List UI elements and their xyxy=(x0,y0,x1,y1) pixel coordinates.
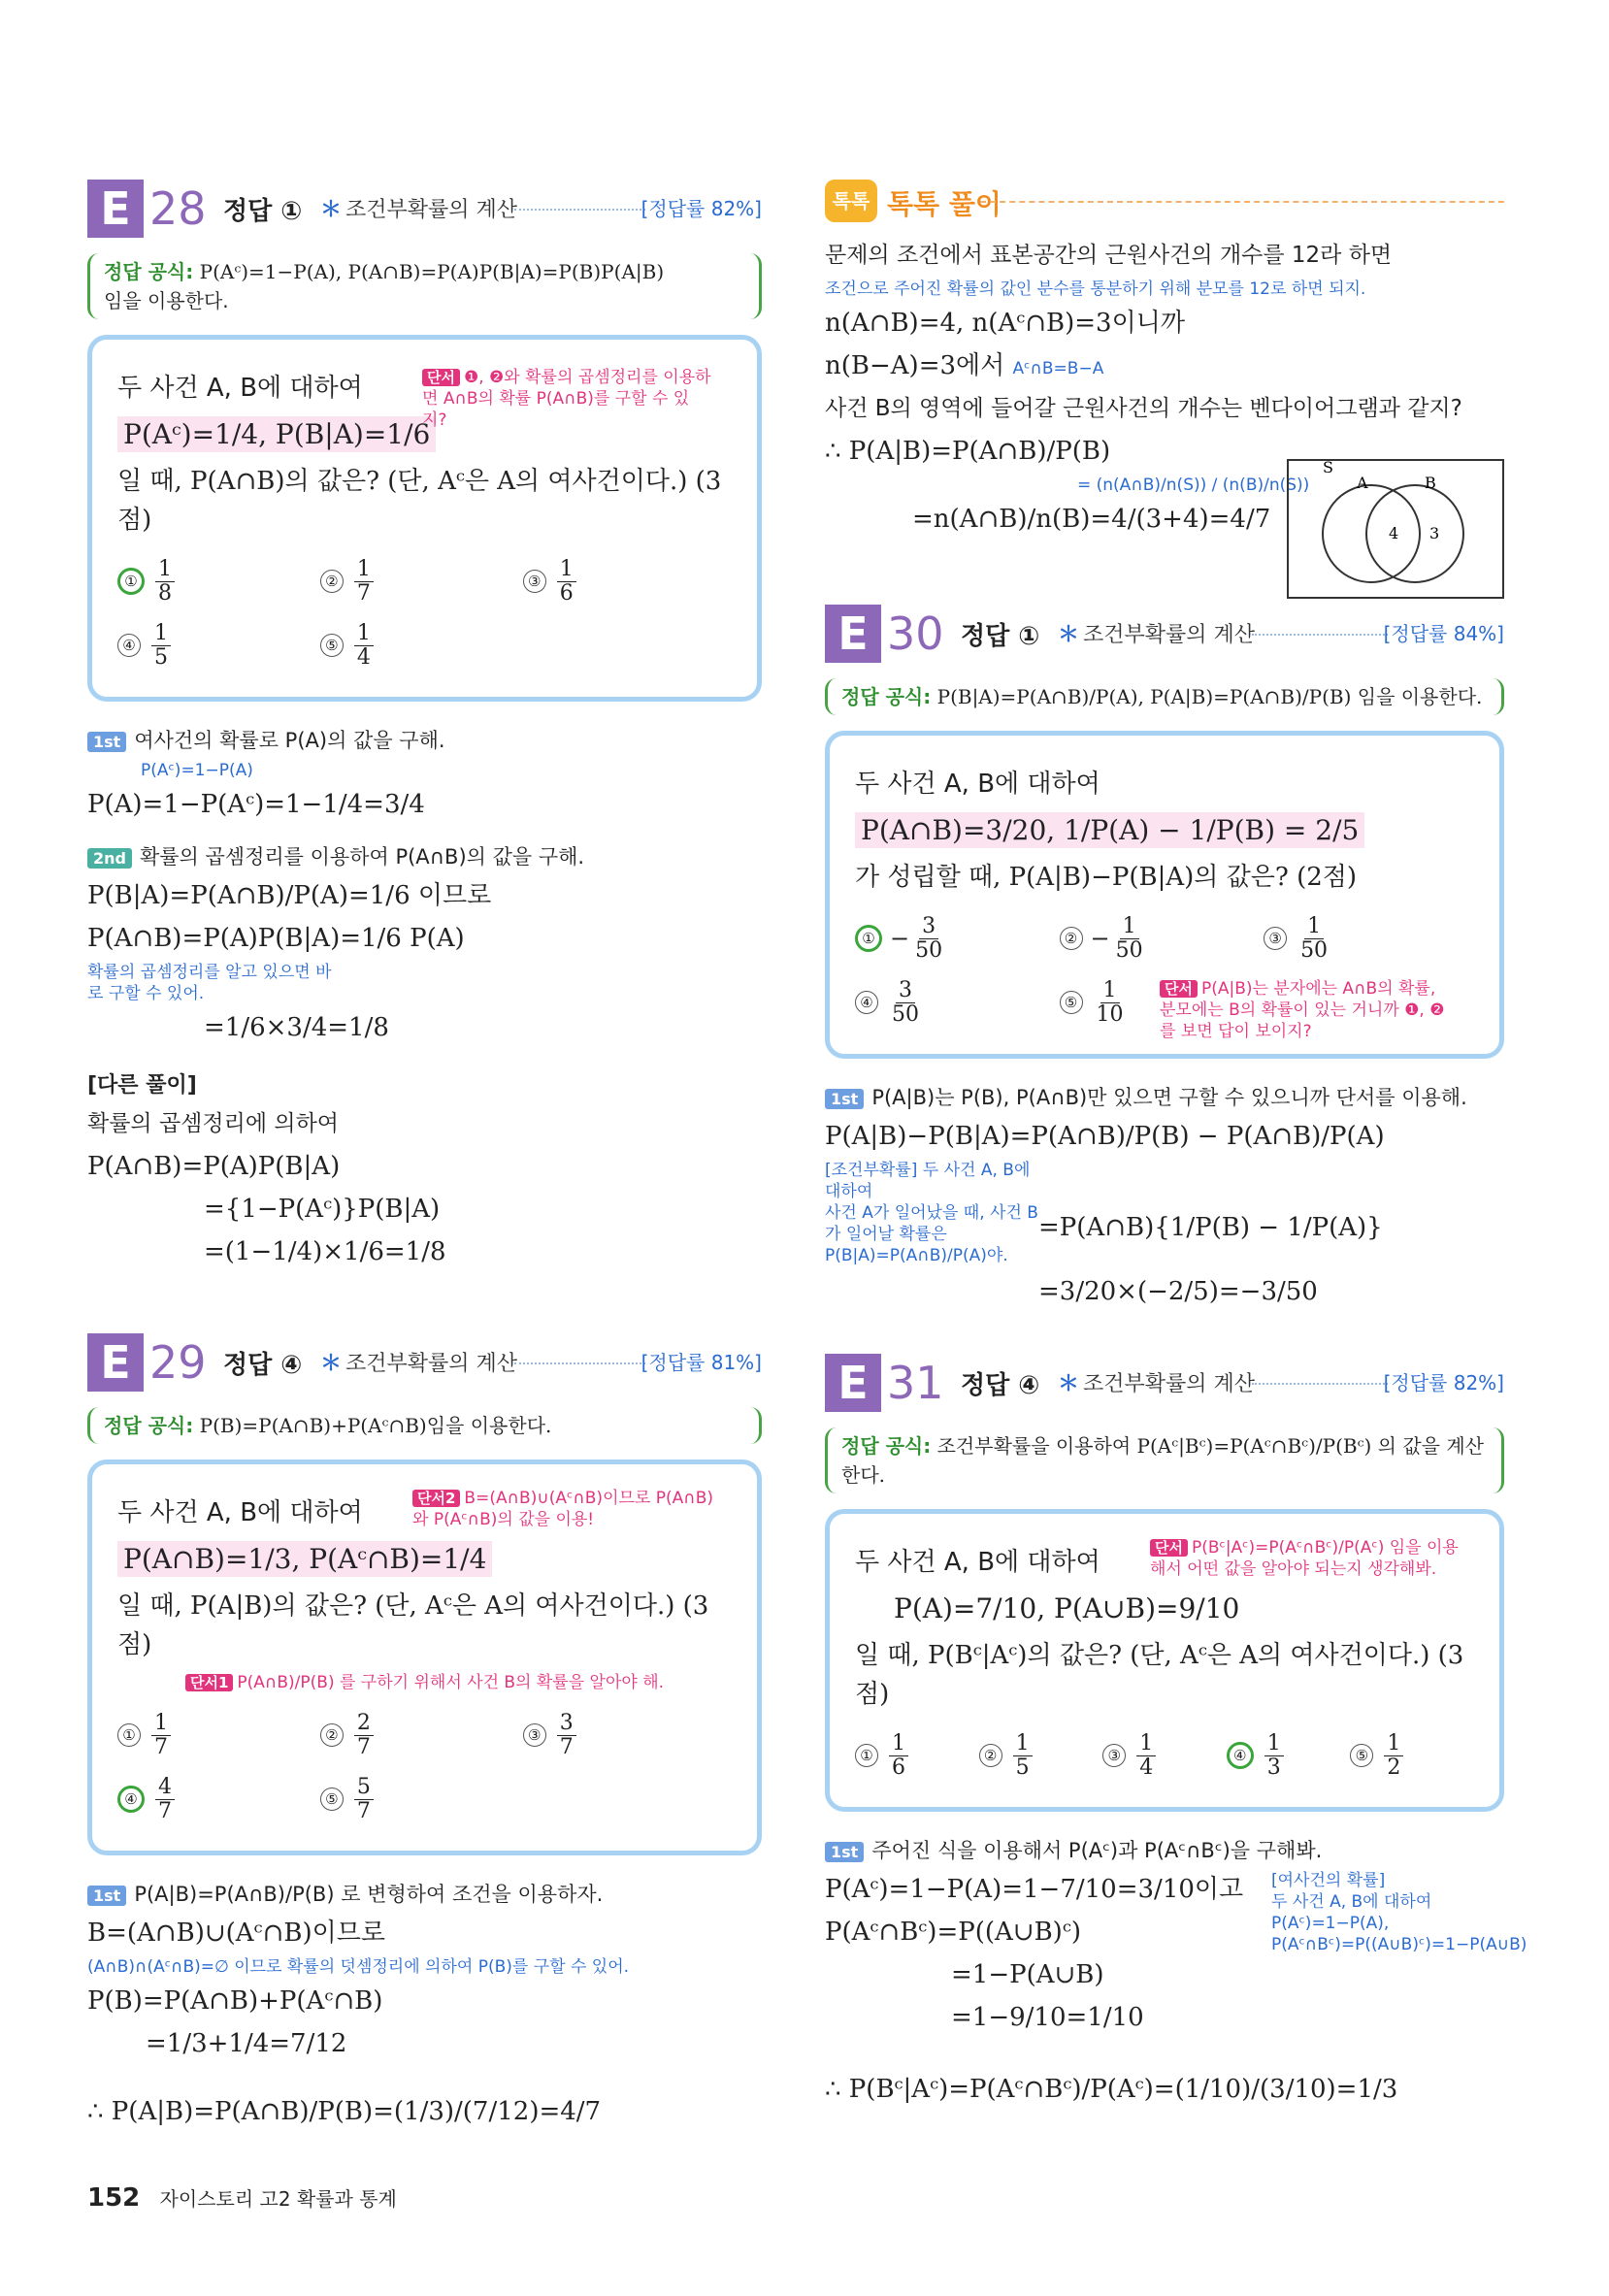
choice-1[interactable]: ① − $\frac{3}{50}$ xyxy=(855,906,1060,970)
e28-step1-note: P(Aᶜ)=1−P(A) xyxy=(141,761,253,780)
e29-rate: [정답률 81%] xyxy=(640,1351,762,1374)
e29-work1: B=(A∩B)∪(Aᶜ∩B)이므로 xyxy=(87,1919,385,1948)
e29-work2: P(B)=P(A∩B)+P(Aᶜ∩B) xyxy=(87,1986,383,2016)
e29-hint1: 단서1 P(A∩B)/P(B) 를 구하기 위해서 사건 B의 확률을 알아야 해. xyxy=(117,1672,732,1693)
tt-line5-note: = (n(A∩B)/n(S)) / (n(B)/n(S)) xyxy=(1077,476,1310,495)
e30-hint: 단서 P(A|B)는 분자에는 A∩B의 확률, 분모에는 B의 확률이 있는 거니까 ❶, ❷를 보면 답이 보이지? xyxy=(1160,979,1445,1041)
e28-choices xyxy=(117,549,732,677)
venn-a-label: A xyxy=(1357,474,1368,492)
e31-badge xyxy=(825,1354,951,1412)
e30-q-cond: P(A∩B)=3/20, 1/P(A) − 1/P(B) = 2/5 xyxy=(855,811,1474,850)
e29-q-ask: 일 때, P(A|B)의 값은? (단, Aᶜ은 A의 여사건이다.) (3점) xyxy=(117,1591,709,1659)
e31-step1: 1st 주어진 식을 이용해서 P(Aᶜ)과 P(Aᶜ∩Bᶜ)을 구해봐. xyxy=(825,1835,1504,1864)
e28-header xyxy=(87,180,762,247)
e28-q-ask: 일 때, P(A∩B)의 값은? (단, Aᶜ은 A의 여사건이다.) (3점) xyxy=(117,467,722,535)
e29-formula: 정답 공식: P(B)=P(A∩B)+P(Aᶜ∩B)임을 이용한다. xyxy=(87,1407,762,1444)
venn-s-label: S xyxy=(1323,461,1333,476)
choice-5[interactable]: ⑤ $\frac{1}{10}$ xyxy=(1060,970,1264,1034)
choice-3[interactable]: ③ $\frac{3}{7}$ xyxy=(523,1703,726,1767)
choice-1[interactable]: ① $\frac{1}{6}$ xyxy=(855,1723,979,1788)
e28-question-box xyxy=(87,335,762,702)
tt-line1: 문제의 조건에서 표본공간의 근원사건의 개수를 12라 하면 xyxy=(825,243,1393,268)
e31-q-ask: 일 때, P(Bᶜ|Aᶜ)의 값은? (단, Aᶜ은 A의 여사건이다.) (3점) xyxy=(855,1641,1464,1709)
e29-work3: =1/3+1/4=7/12 xyxy=(146,2029,347,2058)
e31-work-area xyxy=(825,1870,1527,2109)
e31-q-intro: 두 사건 A, B에 대하여 xyxy=(855,1548,1100,1577)
tt-icon: 톡톡 xyxy=(825,180,877,222)
choice-4[interactable]: ④ $\frac{3}{50}$ xyxy=(855,970,1060,1034)
e30-formula: 정답 공식: P(B|A)=P(A∩B)/P(A), P(A|B)=P(A∩B)/P(B) 임을 이용한다. xyxy=(825,678,1504,715)
star-icon: ＊ xyxy=(1058,623,1080,647)
e29-topic: ＊ 조건부확률의 계산 xyxy=(320,1352,518,1376)
e29-letter: E xyxy=(87,1333,144,1392)
tt-line5: ∴ P(A|B)=P(A∩B)/P(B) xyxy=(825,437,1111,466)
e31-letter: E xyxy=(825,1354,881,1412)
venn-ab-count: 4 xyxy=(1389,524,1399,542)
e28-other-line2: P(A∩B)=P(A)P(B|A) xyxy=(87,1152,341,1181)
e31-work4: =1−9/10=1/10 xyxy=(951,2003,1144,2032)
e28-step2-note: 확률의 곱셈정리를 알고 있으면 바로 구할 수 있어. xyxy=(87,963,332,1003)
e31-work1: P(Aᶜ)=1−P(A)=1−7/10=3/10이고 xyxy=(825,1875,1244,1904)
e28-badge xyxy=(87,180,213,238)
star-icon: ＊ xyxy=(320,198,343,222)
left-column xyxy=(87,180,762,2135)
tt-header xyxy=(825,180,1504,226)
e30-answer: 정답 ① xyxy=(961,622,1040,651)
e28-other-title: [다른 풀이] xyxy=(87,1073,197,1098)
e29-header xyxy=(87,1333,762,1401)
e28-rate: [정답률 82%] xyxy=(640,197,762,220)
e31-note: [여사건의 확률] 두 사건 A, B에 대하여 P(Aᶜ)=1−P(A), P(Aᶜ∩Bᶜ)=P((A∪B)ᶜ)=1−P(A∪B) xyxy=(1271,1871,1527,1954)
e30-header xyxy=(825,605,1504,672)
choice-1[interactable]: ① $\frac{1}{8}$ xyxy=(117,549,320,613)
e31-number: 31 xyxy=(887,1357,944,1409)
e31-work2: P(Aᶜ∩Bᶜ)=P((A∪B)ᶜ) xyxy=(825,1918,1081,1947)
e30-badge xyxy=(825,605,951,663)
e30-number: 30 xyxy=(887,607,944,660)
choice-5[interactable]: ⑤ $\frac{1}{2}$ xyxy=(1350,1723,1474,1788)
e31-question-box xyxy=(825,1509,1504,1812)
choice-2[interactable]: ② − $\frac{1}{50}$ xyxy=(1060,906,1264,970)
venn-svg xyxy=(1289,461,1502,597)
e30-letter: E xyxy=(825,605,881,663)
tt-line3: n(B−A)=3에서 Aᶜ∩B=B−A xyxy=(825,351,1104,380)
e30-question-box xyxy=(825,731,1504,1059)
choice-2[interactable]: ② $\frac{2}{7}$ xyxy=(320,1703,523,1767)
e28-other-line1: 확률의 곱셈정리에 의하여 xyxy=(87,1111,340,1136)
e28-step2-work1: P(B|A)=P(A∩B)/P(A)=1/6 이므로 xyxy=(87,881,492,910)
choice-3[interactable]: ③ $\frac{1}{6}$ xyxy=(523,549,726,613)
e31-choices xyxy=(855,1723,1474,1788)
divider xyxy=(980,201,1504,203)
choice-2[interactable]: ② $\frac{1}{5}$ xyxy=(979,1723,1103,1788)
e30-note: [조건부확률] 두 사건 A, B에 대하여 사건 A가 일어났을 때, 사건 B가 일어날 확률은 P(B|A)=P(A∩B)/P(A)야. xyxy=(825,1161,1038,1265)
e31-work3: =1−P(A∪B) xyxy=(951,1960,1104,1989)
e29-step1: 1st P(A|B)=P(A∩B)/P(B) 로 변형하여 조건을 이용하자. xyxy=(87,1879,762,1908)
divider xyxy=(514,209,645,211)
choice-3[interactable]: ③ $\frac{1}{50}$ xyxy=(1264,906,1468,970)
choice-3[interactable]: ③ $\frac{1}{4}$ xyxy=(1102,1723,1227,1788)
e29-choices xyxy=(117,1703,732,1831)
e30-rate: [정답률 84%] xyxy=(1383,622,1504,645)
e28-other-line3: ={1−P(Aᶜ)}P(B|A) xyxy=(204,1195,441,1224)
e31-rate: [정답률 82%] xyxy=(1383,1371,1504,1394)
venn-b-label: B xyxy=(1425,474,1436,492)
choice-4[interactable]: ④ $\frac{1}{3}$ xyxy=(1227,1723,1351,1788)
tt-line6: =n(A∩B)/n(B)=4/(3+4)=4/7 xyxy=(912,505,1271,534)
e29-answer: 정답 ④ xyxy=(223,1351,303,1380)
venn-b-count: 3 xyxy=(1429,524,1440,542)
divider xyxy=(514,1362,645,1364)
e29-q-cond: P(A∩B)=1/3, P(Aᶜ∩B)=1/4 xyxy=(117,1540,732,1579)
e30-step1: 1st P(A|B)는 P(B), P(A∩B)만 있으면 구할 수 있으니까 단서를 이용해. xyxy=(825,1082,1504,1111)
e28-q-cond: P(Aᶜ)=1/4, P(B|A)=1/6 xyxy=(117,415,732,454)
divider xyxy=(1252,1383,1388,1385)
e31-header xyxy=(825,1354,1504,1422)
e28-q-intro: 두 사건 A, B에 대하여 xyxy=(117,374,363,403)
star-icon: ＊ xyxy=(320,1352,343,1376)
e28-step1-work: P(A)=1−P(Aᶜ)=1−1/4=3/4 xyxy=(87,790,425,819)
e30-work3: =3/20×(−2/5)=−3/50 xyxy=(1038,1277,1318,1306)
e28-step1: 1st 여사건의 확률로 P(A)의 값을 구해. xyxy=(87,725,762,754)
divider xyxy=(1252,634,1388,636)
e28-step2-work3: =1/6×3/4=1/8 xyxy=(204,1013,389,1042)
e31-answer: 정답 ④ xyxy=(961,1371,1040,1400)
choice-1[interactable]: ① $\frac{1}{7}$ xyxy=(117,1703,320,1767)
e28-hint: 단서 ❶, ❷와 확률의 곱셈정리를 이용하면 A∩B의 확률 P(A∩B)를 구할 수 있지? xyxy=(422,368,711,430)
e31-q-cond: P(A)=7/10, P(A∪B)=9/10 xyxy=(894,1592,1240,1624)
e30-work1: P(A|B)−P(B|A)=P(A∩B)/P(B) − P(A∩B)/P(A) xyxy=(825,1122,1385,1151)
e31-topic: ＊ 조건부확률의 계산 xyxy=(1058,1372,1256,1396)
page-footer xyxy=(87,2183,397,2213)
choice-5[interactable]: ⑤ $\frac{5}{7}$ xyxy=(320,1767,523,1831)
e30-topic: ＊ 조건부확률의 계산 xyxy=(1058,623,1256,647)
e28-step2: 2nd 확률의 곱셈정리를 이용하여 P(A∩B)의 값을 구해. xyxy=(87,841,762,870)
e29-note: (A∩B)∩(Aᶜ∩B)=∅ 이므로 확률의 덧셈정리에 의하여 P(B)를 구할 수 있어. xyxy=(87,1957,630,1977)
tt-line4: 사건 B의 영역에 들어갈 근원사건의 개수는 벤다이어그램과 같지? xyxy=(825,396,1462,421)
e28-topic: ＊ 조건부확률의 계산 xyxy=(320,198,518,222)
e29-hint2: 단서2 B=(A∩B)∪(Aᶜ∩B)이므로 P(A∩B)와 P(Aᶜ∩B)의 값을 이용! xyxy=(412,1489,713,1529)
choice-4[interactable]: ④ $\frac{1}{5}$ xyxy=(117,613,320,677)
e28-formula: 정답 공식: P(Aᶜ)=1−P(A), P(A∩B)=P(A)P(B|A)=P(B)P(A|B) 임을 이용한다. xyxy=(87,253,762,319)
e28-number: 28 xyxy=(149,182,207,235)
e30-work2: =P(A∩B){1/P(B) − 1/P(A)} xyxy=(1038,1213,1383,1242)
tt-title: 톡톡 풀이 xyxy=(887,188,1002,220)
e30-q-intro: 두 사건 A, B에 대하여 xyxy=(855,770,1100,799)
right-column xyxy=(825,180,1527,2113)
book-title: 자이스토리 고2 확률과 통계 xyxy=(159,2187,397,2211)
tt-body xyxy=(825,236,1504,566)
e28-answer: 정답 ① xyxy=(223,197,303,226)
e31-hint: 단서 P(Bᶜ|Aᶜ)=P(Aᶜ∩Bᶜ)/P(Aᶜ) 임을 이용해서 어떤 값을 알아야 되는지 생각해봐. xyxy=(1150,1538,1459,1579)
e28-step2-work2: P(A∩B)=P(A)P(B|A)=1/6 P(A) xyxy=(87,924,465,953)
choice-5[interactable]: ⑤ $\frac{1}{4}$ xyxy=(320,613,523,677)
e29-number: 29 xyxy=(149,1336,207,1389)
page-number: 152 xyxy=(87,2183,141,2213)
e28-other-line4: =(1−1/4)×1/6=1/8 xyxy=(204,1237,446,1266)
e29-question-box xyxy=(87,1460,762,1855)
tt-note1: 조건으로 주어진 확률의 값인 분수를 통분하기 위해 분모를 12로 하면 되지. xyxy=(825,279,1366,299)
tt-line2: n(A∩B)=4, n(Aᶜ∩B)=3이니까 xyxy=(825,309,1185,338)
e29-work4: ∴ P(A|B)=P(A∩B)/P(B)=(1/3)/(7/12)=4/7 xyxy=(87,2097,602,2126)
venn-diagram xyxy=(1287,459,1504,599)
e29-q-intro: 두 사건 A, B에 대하여 xyxy=(117,1498,363,1527)
e31-formula: 정답 공식: 조건부확률을 이용하여 P(Aᶜ|Bᶜ)=P(Aᶜ∩Bᶜ)/P(Bᶜ) 의 값을 계산한다. xyxy=(825,1427,1504,1493)
choice-2[interactable]: ② $\frac{1}{7}$ xyxy=(320,549,523,613)
star-icon: ＊ xyxy=(1058,1372,1080,1396)
choice-4[interactable]: ④ $\frac{4}{7}$ xyxy=(117,1767,320,1831)
e29-badge xyxy=(87,1333,213,1392)
e31-work5: ∴ P(Bᶜ|Aᶜ)=P(Aᶜ∩Bᶜ)/P(Aᶜ)=(1/10)/(3/10)=1/3 xyxy=(825,2075,1398,2104)
e30-q-ask: 가 성립할 때, P(A|B)−P(B|A)의 값은? (2점) xyxy=(855,863,1358,892)
e28-letter: E xyxy=(87,180,144,238)
